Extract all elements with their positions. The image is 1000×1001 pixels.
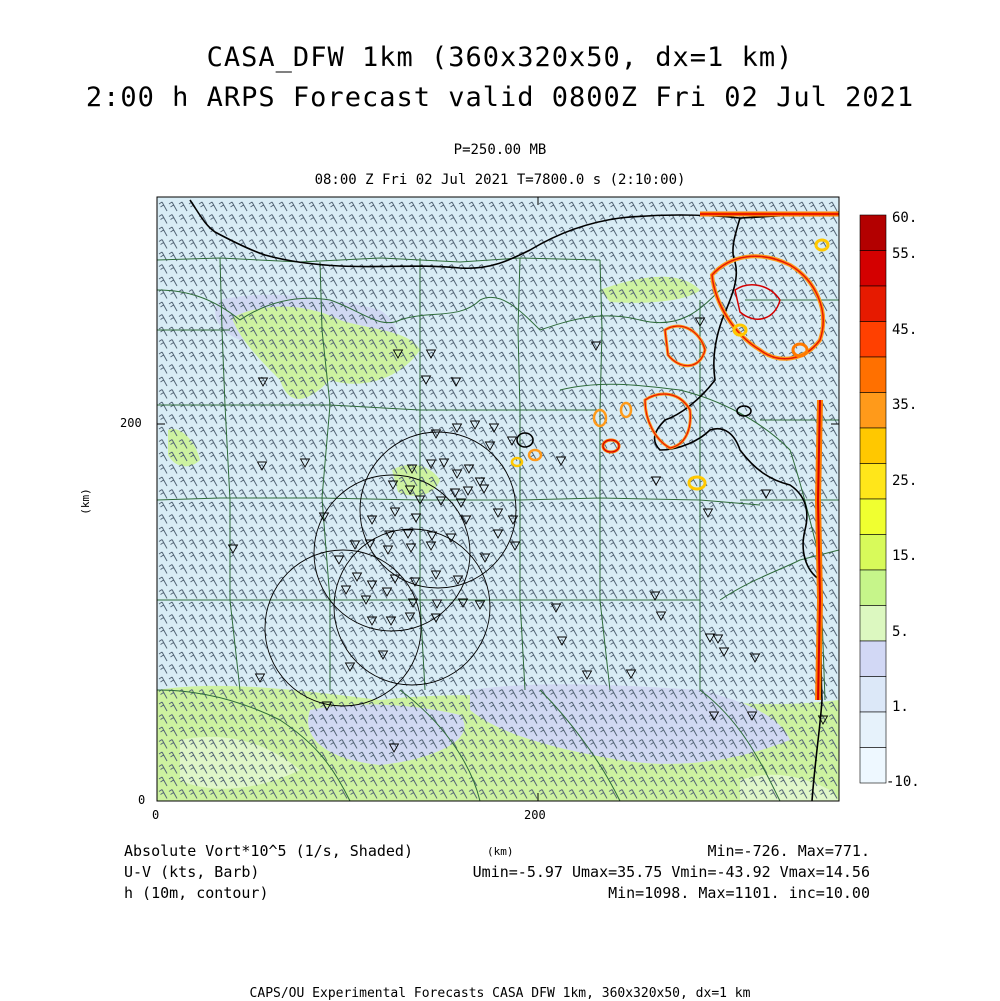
x-tick-200: 200 <box>524 808 546 822</box>
forecast-subtitle: 2:00 h ARPS Forecast valid 0800Z Fri 02 Jul 2021 <box>85 82 915 113</box>
colorbar-box <box>860 464 886 500</box>
pressure-level: P=250.00 MB <box>453 142 547 158</box>
colorbar-label-45: 45. <box>892 322 918 338</box>
legend-contour-field: h (10m, contour) <box>124 884 269 902</box>
colorbar-box <box>860 748 886 784</box>
y-axis-label: (km) <box>78 488 92 515</box>
legend-shaded-field: Absolute Vort*10^5 (1/s, Shaded) <box>124 842 413 860</box>
colorbar-box <box>860 251 886 287</box>
colorbar-box <box>860 499 886 535</box>
colorbar-box <box>860 322 886 358</box>
colorbar-box <box>860 357 886 393</box>
colorbar-label-35: 35. <box>892 397 918 413</box>
valid-time: 08:00 Z Fri 02 Jul 2021 T=7800.0 s (2:10:00) <box>314 172 686 188</box>
colorbar-label-55: 55. <box>892 246 918 262</box>
y-tick-0: 0 <box>138 793 146 807</box>
main-title: CASA_DFW 1km (360x320x50, dx=1 km) <box>206 42 794 73</box>
x-axis-label: (km) <box>487 845 514 858</box>
colorbar-box <box>860 712 886 748</box>
colorbar-label-5: 5. <box>892 624 909 640</box>
x-tick-0: 0 <box>152 808 160 822</box>
stats-height: Min=1098. Max=1101. inc=10.00 <box>608 884 870 902</box>
colorbar-label-60: 60. <box>892 210 918 226</box>
colorbar-label-1: 1. <box>892 699 909 715</box>
colorbar-box <box>860 286 886 322</box>
legend-barb-field: U-V (kts, Barb) <box>124 863 260 881</box>
footer-credit: CAPS/OU Experimental Forecasts CASA DFW 1km, 360x320x50, dx=1 km <box>249 986 751 1001</box>
colorbar <box>860 215 886 783</box>
colorbar-box <box>860 393 886 429</box>
colorbar-box <box>860 606 886 642</box>
stats-vorticity: Min=-726. Max=771. <box>707 842 870 860</box>
colorbar-box <box>860 570 886 606</box>
colorbar-label-15: 15. <box>892 548 918 564</box>
y-tick-200: 200 <box>120 416 142 430</box>
colorbar-label-25: 25. <box>892 473 918 489</box>
colorbar-box <box>860 535 886 571</box>
colorbar-box <box>860 677 886 713</box>
colorbar-label-minus10: -10. <box>886 774 920 790</box>
stats-wind: Umin=-5.97 Umax=35.75 Vmin=-43.92 Vmax=14.56 <box>472 863 870 881</box>
colorbar-box <box>860 428 886 464</box>
colorbar-box <box>860 215 886 251</box>
colorbar-box <box>860 641 886 677</box>
